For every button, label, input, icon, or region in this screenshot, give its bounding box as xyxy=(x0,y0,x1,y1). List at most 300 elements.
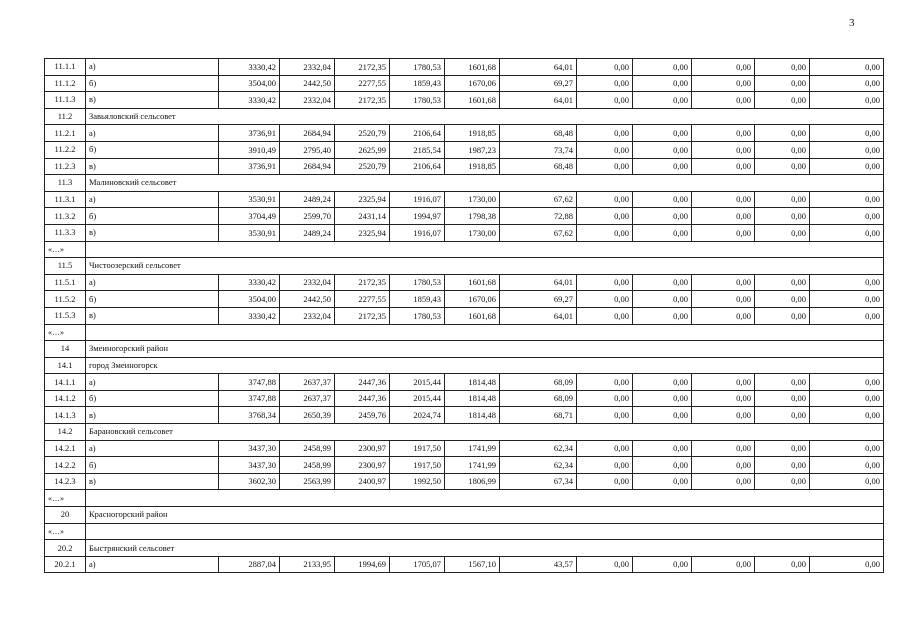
row-label: б) xyxy=(86,457,219,474)
value-cell: 0,00 xyxy=(633,407,692,424)
value-cell: 3530,91 xyxy=(219,191,280,208)
value-cell: 0,00 xyxy=(633,224,692,241)
value-cell: 0,00 xyxy=(692,307,755,324)
value-cell: 1780,53 xyxy=(390,274,445,291)
value-cell: 0,00 xyxy=(577,407,633,424)
value-cell: 0,00 xyxy=(577,75,633,92)
row-code: 14.1 xyxy=(45,357,86,374)
value-cell: 0,00 xyxy=(577,191,633,208)
value-cell: 2300,97 xyxy=(335,457,390,474)
empty-cell xyxy=(86,241,884,258)
row-code: 11.3.3 xyxy=(45,224,86,241)
value-cell: 0,00 xyxy=(633,59,692,76)
value-cell: 73,74 xyxy=(500,141,577,158)
value-cell: 2458,99 xyxy=(280,440,335,457)
value-cell: 1918,85 xyxy=(445,125,500,142)
value-cell: 1798,38 xyxy=(445,208,500,225)
value-cell: 2133,95 xyxy=(280,556,335,573)
value-cell: 0,00 xyxy=(692,158,755,175)
value-cell: 64,01 xyxy=(500,92,577,109)
value-cell: 0,00 xyxy=(755,141,810,158)
section-name: Змеиногорский район xyxy=(86,341,884,358)
section-row xyxy=(45,357,884,374)
value-cell: 2637,37 xyxy=(280,390,335,407)
value-cell: 0,00 xyxy=(755,440,810,457)
value-cell: 1601,68 xyxy=(445,92,500,109)
value-cell: 1917,50 xyxy=(390,457,445,474)
row-code: «…» xyxy=(45,324,86,341)
row-code: 11.5.3 xyxy=(45,307,86,324)
value-cell: 0,00 xyxy=(755,407,810,424)
row-code: 11.2.3 xyxy=(45,158,86,175)
value-cell: 69,27 xyxy=(500,75,577,92)
value-cell: 2489,24 xyxy=(280,224,335,241)
value-cell: 1859,43 xyxy=(390,291,445,308)
row-label: б) xyxy=(86,208,219,225)
row-label: б) xyxy=(86,75,219,92)
row-label: а) xyxy=(86,440,219,457)
value-cell: 2015,44 xyxy=(390,390,445,407)
value-cell: 1780,53 xyxy=(390,92,445,109)
value-cell: 0,00 xyxy=(810,556,884,573)
value-cell: 0,00 xyxy=(755,390,810,407)
section-row xyxy=(45,540,884,557)
value-cell: 0,00 xyxy=(755,224,810,241)
value-cell: 0,00 xyxy=(755,473,810,490)
value-cell: 0,00 xyxy=(692,224,755,241)
table-row xyxy=(45,224,884,241)
value-cell: 0,00 xyxy=(810,208,884,225)
value-cell: 1918,85 xyxy=(445,158,500,175)
row-code: 11.5.1 xyxy=(45,274,86,291)
value-cell: 1741,99 xyxy=(445,440,500,457)
value-cell: 1859,43 xyxy=(390,75,445,92)
value-cell: 67,62 xyxy=(500,191,577,208)
value-cell: 0,00 xyxy=(633,274,692,291)
table-row xyxy=(45,92,884,109)
row-code: 14.2.3 xyxy=(45,473,86,490)
value-cell: 3768,34 xyxy=(219,407,280,424)
value-cell: 1780,53 xyxy=(390,59,445,76)
row-label: б) xyxy=(86,291,219,308)
ellipsis-row xyxy=(45,324,884,341)
value-cell: 2489,24 xyxy=(280,191,335,208)
value-cell: 2431,14 xyxy=(335,208,390,225)
value-cell: 67,34 xyxy=(500,473,577,490)
value-cell: 3330,42 xyxy=(219,92,280,109)
value-cell: 68,48 xyxy=(500,158,577,175)
row-label: а) xyxy=(86,191,219,208)
value-cell: 0,00 xyxy=(633,457,692,474)
table-row xyxy=(45,473,884,490)
value-cell: 2185,54 xyxy=(390,141,445,158)
value-cell: 0,00 xyxy=(692,75,755,92)
value-cell: 0,00 xyxy=(633,92,692,109)
row-label: б) xyxy=(86,390,219,407)
value-cell: 0,00 xyxy=(755,75,810,92)
value-cell: 0,00 xyxy=(577,59,633,76)
value-cell: 0,00 xyxy=(755,59,810,76)
value-cell: 2684,94 xyxy=(280,158,335,175)
value-cell: 2447,36 xyxy=(335,374,390,391)
value-cell: 0,00 xyxy=(577,307,633,324)
value-cell: 1780,53 xyxy=(390,307,445,324)
value-cell: 0,00 xyxy=(755,556,810,573)
value-cell: 62,34 xyxy=(500,440,577,457)
row-label: в) xyxy=(86,307,219,324)
value-cell: 68,09 xyxy=(500,374,577,391)
value-cell: 0,00 xyxy=(755,208,810,225)
row-label: в) xyxy=(86,224,219,241)
value-cell: 1670,06 xyxy=(445,291,500,308)
table-row xyxy=(45,307,884,324)
value-cell: 1705,07 xyxy=(390,556,445,573)
value-cell: 2458,99 xyxy=(280,457,335,474)
value-cell: 1730,00 xyxy=(445,224,500,241)
value-cell: 3747,88 xyxy=(219,390,280,407)
value-cell: 1567,10 xyxy=(445,556,500,573)
value-cell: 0,00 xyxy=(810,141,884,158)
value-cell: 64,01 xyxy=(500,307,577,324)
value-cell: 0,00 xyxy=(755,274,810,291)
value-cell: 3704,49 xyxy=(219,208,280,225)
section-row xyxy=(45,108,884,125)
value-cell: 62,34 xyxy=(500,457,577,474)
section-row xyxy=(45,175,884,192)
value-cell: 0,00 xyxy=(810,440,884,457)
value-cell: 2106,64 xyxy=(390,158,445,175)
value-cell: 64,01 xyxy=(500,59,577,76)
section-row xyxy=(45,258,884,275)
value-cell: 0,00 xyxy=(810,407,884,424)
row-code: 14.1.3 xyxy=(45,407,86,424)
value-cell: 1814,48 xyxy=(445,407,500,424)
value-cell: 2442,50 xyxy=(280,291,335,308)
section-name: Чистоозерский сельсовет xyxy=(86,258,884,275)
value-cell: 0,00 xyxy=(577,390,633,407)
table-row xyxy=(45,274,884,291)
value-cell: 72,88 xyxy=(500,208,577,225)
value-cell: 2015,44 xyxy=(390,374,445,391)
value-cell: 0,00 xyxy=(692,457,755,474)
value-cell: 2332,04 xyxy=(280,274,335,291)
row-label: а) xyxy=(86,556,219,573)
value-cell: 0,00 xyxy=(692,125,755,142)
value-cell: 0,00 xyxy=(755,125,810,142)
value-cell: 0,00 xyxy=(577,457,633,474)
value-cell: 2325,94 xyxy=(335,224,390,241)
section-row xyxy=(45,341,884,358)
value-cell: 2332,04 xyxy=(280,92,335,109)
table-row xyxy=(45,291,884,308)
value-cell: 0,00 xyxy=(692,440,755,457)
table-row xyxy=(45,125,884,142)
value-cell: 3437,30 xyxy=(219,457,280,474)
row-label: в) xyxy=(86,158,219,175)
value-cell: 2172,35 xyxy=(335,274,390,291)
row-code: 20.2.1 xyxy=(45,556,86,573)
value-cell: 0,00 xyxy=(692,208,755,225)
value-cell: 2172,35 xyxy=(335,59,390,76)
row-code: 11.2.2 xyxy=(45,141,86,158)
section-row xyxy=(45,424,884,441)
value-cell: 43,57 xyxy=(500,556,577,573)
section-name: город Змеиногорск xyxy=(86,357,884,374)
value-cell: 0,00 xyxy=(633,556,692,573)
value-cell: 2563,99 xyxy=(280,473,335,490)
value-cell: 0,00 xyxy=(577,158,633,175)
value-cell: 2332,04 xyxy=(280,59,335,76)
value-cell: 1814,48 xyxy=(445,390,500,407)
value-cell: 0,00 xyxy=(692,374,755,391)
row-code: 11.3.1 xyxy=(45,191,86,208)
row-code: 11.3 xyxy=(45,175,86,192)
value-cell: 3602,30 xyxy=(219,473,280,490)
value-cell: 0,00 xyxy=(810,191,884,208)
row-code: 14.2 xyxy=(45,424,86,441)
value-cell: 0,00 xyxy=(692,390,755,407)
section-name: Барановский сельсовет xyxy=(86,424,884,441)
value-cell: 0,00 xyxy=(692,556,755,573)
ellipsis-row xyxy=(45,523,884,540)
value-cell: 0,00 xyxy=(692,59,755,76)
row-label: а) xyxy=(86,125,219,142)
value-cell: 1670,06 xyxy=(445,75,500,92)
value-cell: 0,00 xyxy=(577,141,633,158)
value-cell: 0,00 xyxy=(633,208,692,225)
value-cell: 2325,94 xyxy=(335,191,390,208)
value-cell: 3504,00 xyxy=(219,75,280,92)
row-code: «…» xyxy=(45,241,86,258)
value-cell: 2442,50 xyxy=(280,75,335,92)
value-cell: 0,00 xyxy=(633,191,692,208)
value-cell: 0,00 xyxy=(810,374,884,391)
table-row xyxy=(45,374,884,391)
row-code: 11.1.1 xyxy=(45,59,86,76)
value-cell: 1601,68 xyxy=(445,307,500,324)
value-cell: 1601,68 xyxy=(445,59,500,76)
value-cell: 0,00 xyxy=(810,125,884,142)
value-cell: 1741,99 xyxy=(445,457,500,474)
value-cell: 0,00 xyxy=(692,92,755,109)
value-cell: 1601,68 xyxy=(445,274,500,291)
row-code: 11.3.2 xyxy=(45,208,86,225)
value-cell: 0,00 xyxy=(633,390,692,407)
table-row xyxy=(45,407,884,424)
value-cell: 0,00 xyxy=(810,92,884,109)
value-cell: 0,00 xyxy=(692,274,755,291)
empty-cell xyxy=(86,523,884,540)
value-cell: 1994,69 xyxy=(335,556,390,573)
row-code: 11.5 xyxy=(45,258,86,275)
table-row xyxy=(45,75,884,92)
value-cell: 0,00 xyxy=(810,158,884,175)
row-code: «…» xyxy=(45,490,86,507)
value-cell: 3437,30 xyxy=(219,440,280,457)
value-cell: 2650,39 xyxy=(280,407,335,424)
value-cell: 0,00 xyxy=(577,473,633,490)
value-cell: 0,00 xyxy=(633,75,692,92)
value-cell: 3504,00 xyxy=(219,291,280,308)
value-cell: 0,00 xyxy=(633,440,692,457)
table-row xyxy=(45,208,884,225)
value-cell: 0,00 xyxy=(692,141,755,158)
row-label: в) xyxy=(86,92,219,109)
row-code: 14.2.2 xyxy=(45,457,86,474)
value-cell: 1814,48 xyxy=(445,374,500,391)
value-cell: 2887,04 xyxy=(219,556,280,573)
value-cell: 0,00 xyxy=(755,158,810,175)
value-cell: 0,00 xyxy=(810,274,884,291)
value-cell: 68,09 xyxy=(500,390,577,407)
value-cell: 69,27 xyxy=(500,291,577,308)
value-cell: 0,00 xyxy=(810,291,884,308)
row-code: 14.2.1 xyxy=(45,440,86,457)
value-cell: 2637,37 xyxy=(280,374,335,391)
row-label: б) xyxy=(86,141,219,158)
value-cell: 0,00 xyxy=(692,407,755,424)
row-code: 14.1.2 xyxy=(45,390,86,407)
value-cell: 2459,76 xyxy=(335,407,390,424)
table-row xyxy=(45,556,884,573)
value-cell: 0,00 xyxy=(577,274,633,291)
value-cell: 3530,91 xyxy=(219,224,280,241)
value-cell: 2277,55 xyxy=(335,75,390,92)
table-row xyxy=(45,457,884,474)
value-cell: 2520,79 xyxy=(335,158,390,175)
value-cell: 0,00 xyxy=(577,125,633,142)
table-row xyxy=(45,390,884,407)
row-label: а) xyxy=(86,274,219,291)
value-cell: 0,00 xyxy=(633,158,692,175)
value-cell: 0,00 xyxy=(810,75,884,92)
section-name: Красногорский район xyxy=(86,507,884,524)
value-cell: 0,00 xyxy=(577,92,633,109)
value-cell: 2599,70 xyxy=(280,208,335,225)
value-cell: 0,00 xyxy=(577,208,633,225)
value-cell: 0,00 xyxy=(810,473,884,490)
value-cell: 2172,35 xyxy=(335,307,390,324)
value-cell: 1730,00 xyxy=(445,191,500,208)
value-cell: 0,00 xyxy=(577,374,633,391)
row-label: а) xyxy=(86,374,219,391)
table-row xyxy=(45,158,884,175)
empty-cell xyxy=(86,490,884,507)
value-cell: 3910,49 xyxy=(219,141,280,158)
value-cell: 3330,42 xyxy=(219,274,280,291)
value-cell: 0,00 xyxy=(633,125,692,142)
value-cell: 0,00 xyxy=(810,307,884,324)
ellipsis-row xyxy=(45,241,884,258)
value-cell: 2332,04 xyxy=(280,307,335,324)
row-code: 11.5.2 xyxy=(45,291,86,308)
value-cell: 0,00 xyxy=(755,307,810,324)
value-cell: 1917,50 xyxy=(390,440,445,457)
value-cell: 1916,07 xyxy=(390,224,445,241)
value-cell: 68,48 xyxy=(500,125,577,142)
value-cell: 2625,99 xyxy=(335,141,390,158)
value-cell: 1916,07 xyxy=(390,191,445,208)
value-cell: 0,00 xyxy=(755,374,810,391)
value-cell: 2684,94 xyxy=(280,125,335,142)
value-cell: 0,00 xyxy=(755,191,810,208)
value-cell: 0,00 xyxy=(633,307,692,324)
row-code: 20.2 xyxy=(45,540,86,557)
value-cell: 64,01 xyxy=(500,274,577,291)
value-cell: 68,71 xyxy=(500,407,577,424)
page-number: 3 xyxy=(849,17,855,29)
value-cell: 0,00 xyxy=(577,224,633,241)
value-cell: 2447,36 xyxy=(335,390,390,407)
value-cell: 0,00 xyxy=(755,291,810,308)
value-cell: 0,00 xyxy=(692,291,755,308)
value-cell: 2400,97 xyxy=(335,473,390,490)
row-code: 11.2 xyxy=(45,108,86,125)
value-cell: 1806,99 xyxy=(445,473,500,490)
tariff-table xyxy=(44,58,884,573)
value-cell: 0,00 xyxy=(755,457,810,474)
row-code: 11.2.1 xyxy=(45,125,86,142)
section-name: Малиновский сельсовет xyxy=(86,175,884,192)
value-cell: 0,00 xyxy=(810,457,884,474)
value-cell: 0,00 xyxy=(692,473,755,490)
row-label: в) xyxy=(86,407,219,424)
table-body xyxy=(45,59,884,573)
value-cell: 3736,91 xyxy=(219,158,280,175)
value-cell: 0,00 xyxy=(810,224,884,241)
value-cell: 0,00 xyxy=(577,440,633,457)
table-row xyxy=(45,141,884,158)
value-cell: 67,62 xyxy=(500,224,577,241)
value-cell: 0,00 xyxy=(692,191,755,208)
section-row xyxy=(45,507,884,524)
row-code: 20 xyxy=(45,507,86,524)
value-cell: 3330,42 xyxy=(219,307,280,324)
ellipsis-row xyxy=(45,490,884,507)
value-cell: 0,00 xyxy=(633,374,692,391)
value-cell: 3736,91 xyxy=(219,125,280,142)
value-cell: 2277,55 xyxy=(335,291,390,308)
value-cell: 2300,97 xyxy=(335,440,390,457)
value-cell: 0,00 xyxy=(577,556,633,573)
value-cell: 0,00 xyxy=(755,92,810,109)
section-name: Быстрянский сельсовет xyxy=(86,540,884,557)
value-cell: 3747,88 xyxy=(219,374,280,391)
value-cell: 2024,74 xyxy=(390,407,445,424)
row-code: 11.1.3 xyxy=(45,92,86,109)
value-cell: 0,00 xyxy=(633,291,692,308)
row-code: 14.1.1 xyxy=(45,374,86,391)
table-row xyxy=(45,59,884,76)
table-row xyxy=(45,440,884,457)
row-code: 11.1.2 xyxy=(45,75,86,92)
value-cell: 2106,64 xyxy=(390,125,445,142)
empty-cell xyxy=(86,324,884,341)
value-cell: 2520,79 xyxy=(335,125,390,142)
value-cell: 1992,50 xyxy=(390,473,445,490)
row-code: 14 xyxy=(45,341,86,358)
value-cell: 2795,40 xyxy=(280,141,335,158)
section-name: Завьяловский сельсовет xyxy=(86,108,884,125)
value-cell: 2172,35 xyxy=(335,92,390,109)
value-cell: 3330,42 xyxy=(219,59,280,76)
row-label: в) xyxy=(86,473,219,490)
value-cell: 0,00 xyxy=(633,141,692,158)
value-cell: 0,00 xyxy=(810,59,884,76)
value-cell: 1987,23 xyxy=(445,141,500,158)
value-cell: 0,00 xyxy=(633,473,692,490)
table-row xyxy=(45,191,884,208)
